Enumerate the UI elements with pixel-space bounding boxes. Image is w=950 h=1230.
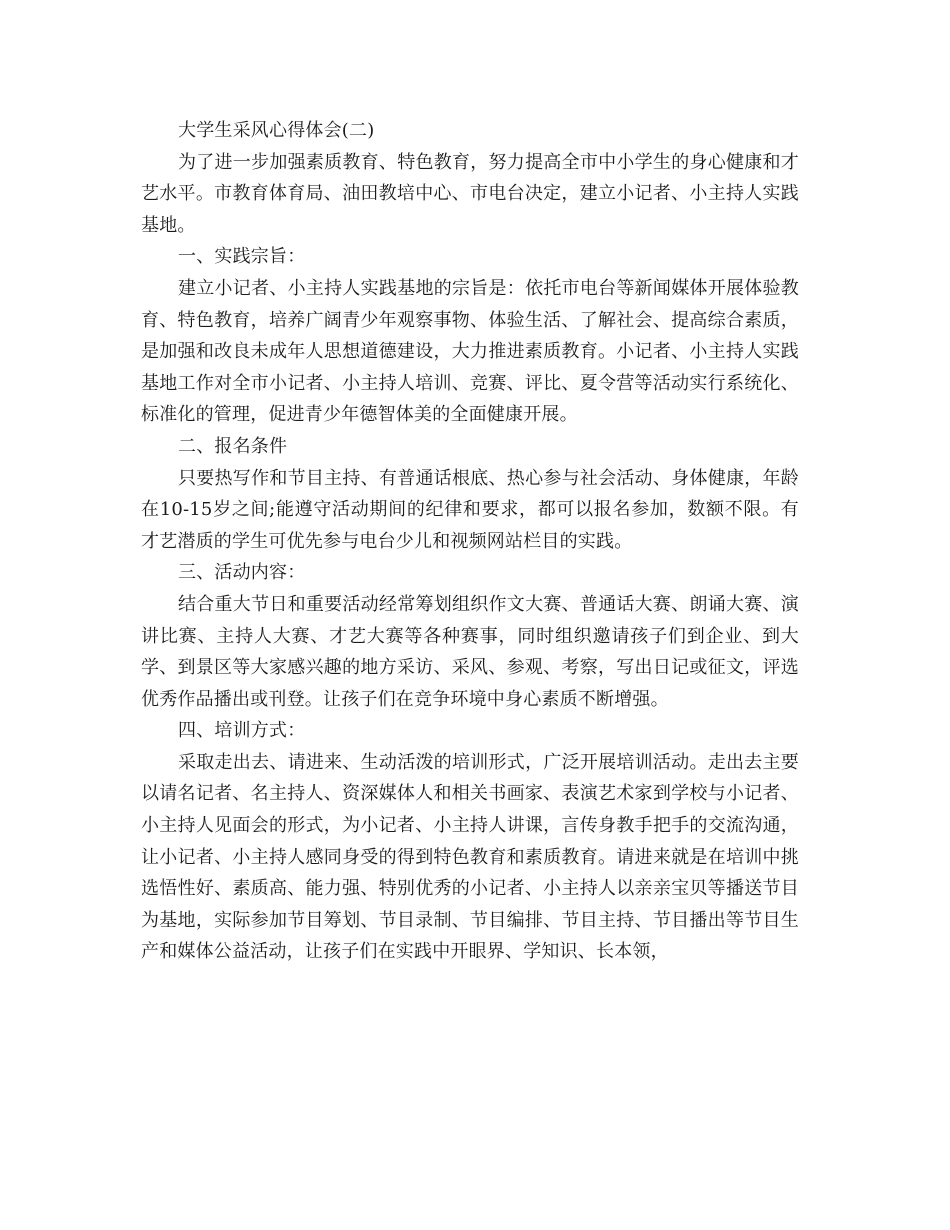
section-heading-registration: 二、报名条件 [178,435,288,457]
registration-paragraph: 只要热写作和节目主持、有普通话根底、热心参与社会活动、身体健康，年龄在10-15岁之间;能遵守活动期间的纪律和要求，都可以报名参加，数额不限。有才艺潜质的学生可优先参与电台少儿和视频网站栏目的实践。 [141,467,799,552]
activities-paragraph: 结合重大节日和重要活动经常筹划组织作文大赛、普通话大赛、朗诵大赛、演讲比赛、主持人大赛、才艺大赛等各种赛事，同时组织邀请孩子们到企业、到大学、到景区等大家感兴趣的地方采访、采风、参观、考察，写出日记或征文，评选优秀作品播出或刊登。让孩子们在竞争环境中身心素质不断增强。 [141,593,799,710]
document-body [141,115,799,968]
section-heading-purpose: 一、实践宗旨： [178,246,306,268]
purpose-paragraph: 建立小记者、小主持人实践基地的宗旨是：依托市电台等新闻媒体开展体验教育、特色教育，培养广阔青少年观察事物、体验生活、了解社会、提高综合素质，是加强和改良未成年人思想道德建设，大力推进素质教育。小记者、小主持人实践基地工作对全市小记者、小主持人培训、竞赛、评比、夏令营等活动实行系统化、标准化的管理，促进青少年德智体美的全面健康开展。 [141,277,799,426]
training-paragraph: 采取走出去、请进来、生动活泼的培训形式，广泛开展培训活动。走出去主要以请名记者、名主持人、资深媒体人和相关书画家、表演艺术家到学校与小记者、小主持人见面会的形式，为小记者、小主持人讲课，言传身教手把手的交流沟通，让小记者、小主持人感同身受的得到特色教育和素质教育。请进来就是在培训中挑选悟性好、素质高、能力强、特别优秀的小记者、小主持人以亲亲宝贝等播送节目为基地，实际参加节目筹划、节目录制、节目编排、节目主持、节目播出等节目生产和媒体公益活动，让孩子们在实践中开眼界、学知识、长本领， [141,751,799,963]
intro-paragraph: 为了进一步加强素质教育、特色教育，努力提高全市中小学生的身心健康和才艺水平。市教育体育局、油田教培中心、市电台决定，建立小记者、小主持人实践基地。 [141,151,799,236]
document-title: 大学生采风心得体会(二) [178,120,375,141]
section-heading-activities: 三、活动内容： [178,562,306,584]
section-heading-training: 四、培训方式： [178,720,306,742]
